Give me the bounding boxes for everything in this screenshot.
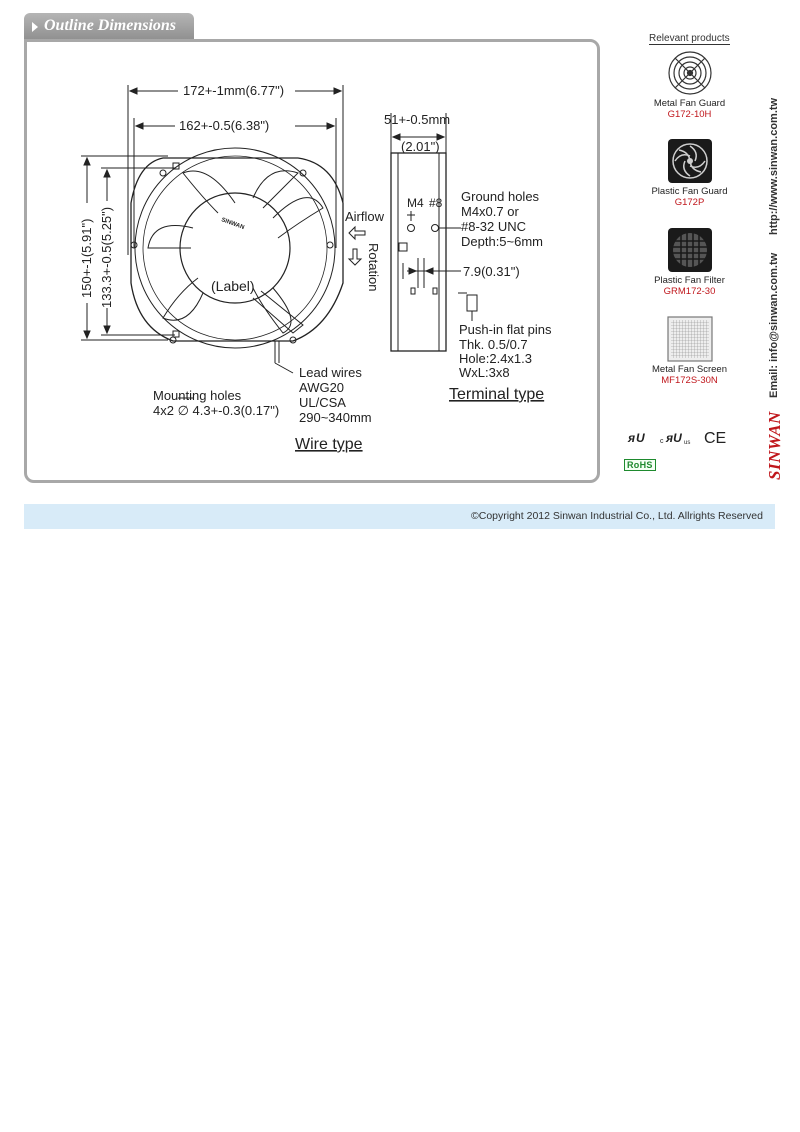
product-name: Plastic Fan Filter: [654, 275, 725, 286]
cul-us-icon: [660, 431, 690, 446]
metal-fan-guard-icon: [667, 50, 713, 96]
svg-text:U: U: [636, 431, 645, 445]
pins-line-4: WxL:3x8: [459, 365, 510, 380]
section-tab: [24, 13, 194, 41]
product-code: G172P: [674, 197, 705, 208]
contact-column: [752, 90, 782, 480]
pins-line-3: Hole:2.4x1.3: [459, 351, 532, 366]
mounting-line-1: Mounting holes: [153, 388, 242, 403]
caret-right-icon: [32, 22, 38, 32]
copyright-text: ©Copyright 2012 Sinwan Industrial Co., Ltd. Allrights Reserved: [471, 510, 763, 522]
svg-text:ᴙ: ᴙ: [628, 431, 636, 445]
plastic-fan-guard-icon: [667, 138, 713, 184]
label-placeholder: (Label): [211, 278, 255, 294]
rohs-badge: RoHS: [624, 459, 656, 471]
airflow-label: Airflow: [345, 209, 385, 224]
width-outer-label: 172+-1mm(6.77"): [183, 83, 285, 98]
airflow-arrows: [349, 227, 365, 265]
depth-mm-label: 51+-0.5mm: [384, 112, 451, 127]
ce-mark-icon: CE: [704, 430, 727, 447]
footer-bar: [24, 504, 775, 529]
lead-line-4: 290~340mm: [299, 410, 372, 425]
certification-marks: [626, 427, 736, 447]
m4-label: M4: [407, 196, 424, 210]
outline-drawing-frame: [24, 39, 600, 483]
svg-text:ᴙU: ᴙU: [666, 431, 682, 445]
pins-line-2: Thk. 0.5/0.7: [459, 337, 528, 352]
fan-logo-text: SINWAN: [220, 217, 245, 232]
lead-line-1: Lead wires: [299, 365, 362, 380]
brand-logo: SINWAN: [765, 411, 784, 480]
product-name: Metal Fan Guard: [653, 98, 726, 109]
outline-drawing: [27, 42, 603, 486]
lead-line-2: AWG20: [299, 380, 345, 395]
ground-line-3: #8-32 UNC: [461, 219, 527, 234]
svg-text:us: us: [684, 440, 691, 446]
height-inner-label: 133.3+-0.5(5.25"): [99, 206, 114, 308]
ground-line-4: Depth:5~6mm: [461, 234, 544, 249]
section-title: Outline Dimensions: [44, 17, 177, 34]
ul-recognized-icon: [627, 431, 645, 445]
relevant-products-heading: Relevant products: [649, 33, 730, 44]
lead-line-3: UL/CSA: [299, 395, 346, 410]
product-name: Metal Fan Screen: [652, 364, 727, 375]
ground-line-2: M4x0.7 or: [461, 204, 519, 219]
width-dimensions: [128, 85, 343, 255]
ground-line-1: Ground holes: [461, 189, 540, 204]
product-code: G172-10H: [667, 109, 712, 120]
wire-type-caption: Wire type: [295, 436, 363, 453]
email-link[interactable]: Email: info@sinwan.com.tw: [768, 252, 780, 398]
height-outer-label: 150+-1(5.91"): [79, 218, 94, 298]
depth-in-label: (2.01"): [401, 139, 440, 154]
terminal-type-caption: Terminal type: [449, 386, 545, 403]
product-code: MF172S-30N: [661, 375, 718, 386]
pins-line-1: Push-in flat pins: [459, 322, 552, 337]
rotation-label: Rotation: [366, 243, 381, 292]
n8-label: #8: [429, 196, 443, 210]
metal-fan-screen-icon: [667, 316, 713, 362]
terminal-dim-label: 7.9(0.31"): [463, 264, 520, 279]
website-link[interactable]: http://www.sinwan.com.tw: [768, 97, 780, 235]
width-inner-label: 162+-0.5(6.38"): [179, 118, 270, 133]
product-name: Plastic Fan Guard: [651, 186, 728, 197]
product-code: GRM172-30: [663, 286, 716, 297]
svg-text:c: c: [660, 438, 664, 445]
mounting-line-2: 4x2 ∅ 4.3+-0.3(0.17"): [153, 403, 280, 418]
fan-front-view: [131, 148, 343, 363]
plastic-fan-filter-icon: [667, 227, 713, 273]
